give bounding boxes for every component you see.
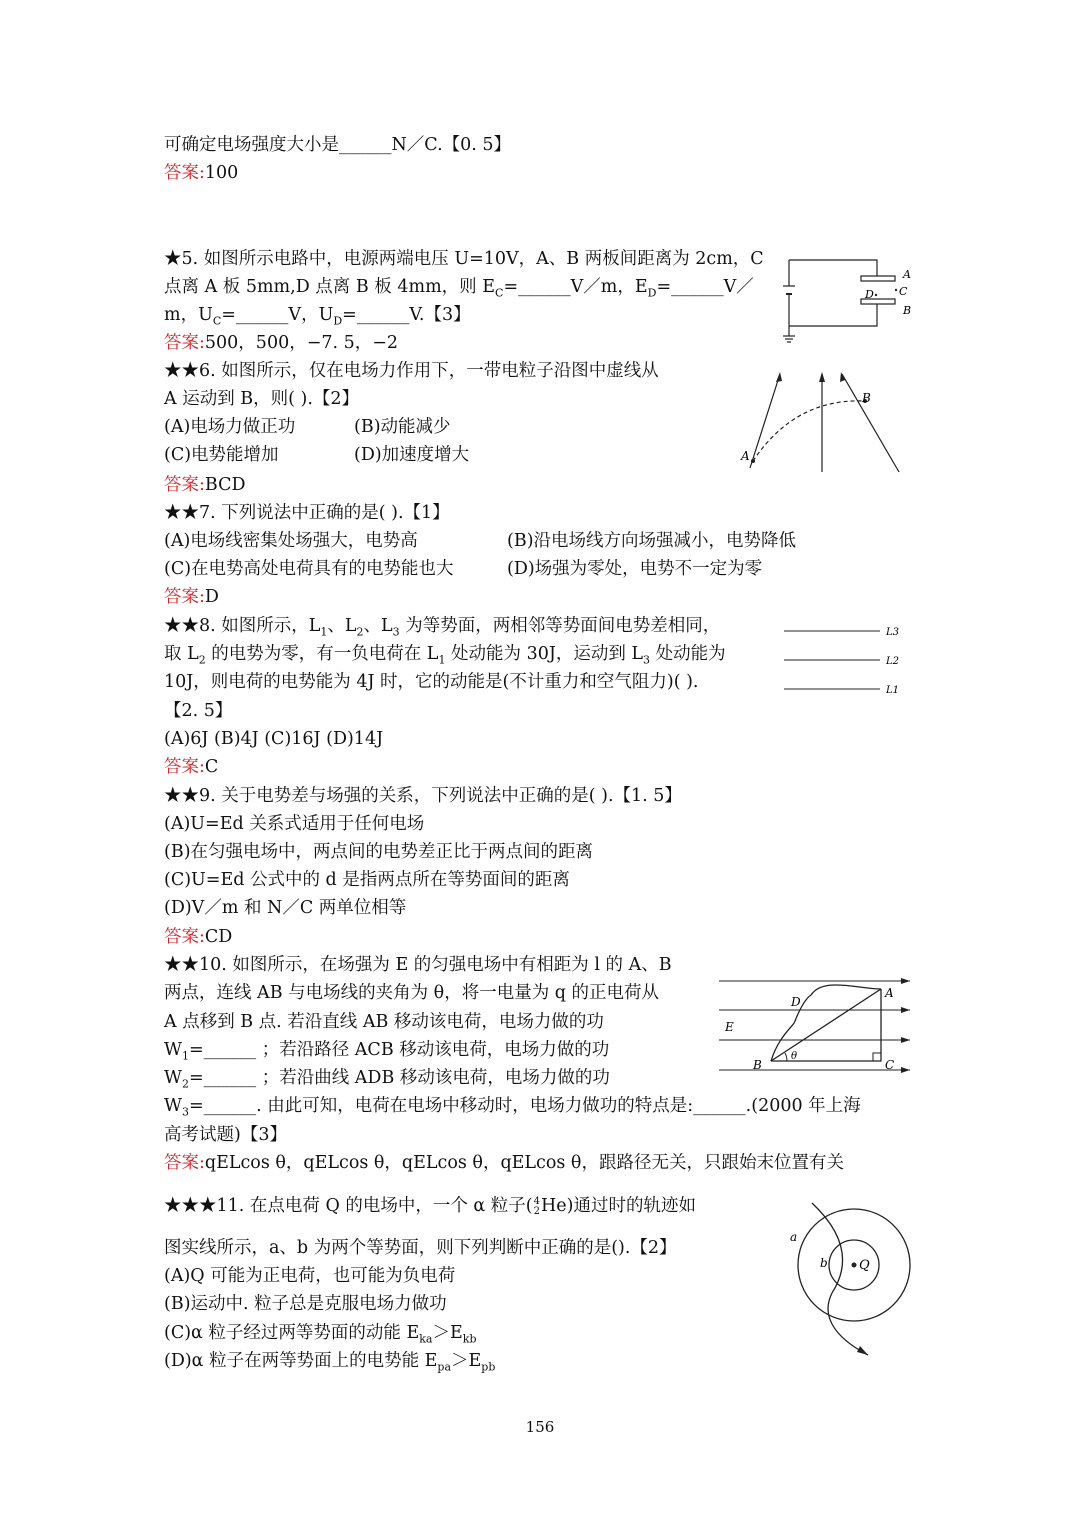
label-c: C — [899, 285, 908, 298]
q10-line-7: 高考试题)【3】 — [164, 1125, 287, 1145]
q8-options: (A)6J (B)4J (C)16J (D)14J — [164, 729, 384, 749]
q7-line-1: ★★7. 下列说法中正确的是( ).【1】 — [164, 503, 450, 523]
label-a: a — [790, 1230, 798, 1244]
q9-option-b: (B)在匀强电场中，两点间的电势差正比于两点间的距离 — [164, 842, 594, 862]
label-l1: L1 — [886, 685, 900, 696]
answer-value: D — [204, 587, 219, 607]
q6-options-2: (C)电势能增加 (D)加速度增大 — [164, 445, 470, 465]
label-e: E — [725, 1020, 734, 1034]
page-number: 156 — [525, 1418, 555, 1436]
label-d: D — [865, 288, 874, 301]
q7-answer — [164, 583, 219, 611]
q10-line-5: $W_2=\_\_\_\_\_\_$ ；若沿曲线 ADB 移动该电荷，电场力做的功 — [164, 1068, 610, 1091]
answer-label: 答案: — [164, 587, 205, 607]
answer-label: 答案: — [164, 927, 205, 947]
answer-label: 答案: — [164, 757, 205, 777]
label-b: B — [753, 1058, 762, 1072]
q9-answer — [164, 923, 232, 951]
q11-option-b: (B)运动中. 粒子总是克服电场力做功 — [164, 1294, 447, 1314]
label-b: B — [903, 304, 912, 317]
label-a: A — [903, 268, 911, 281]
answer-value: 100 — [204, 163, 239, 183]
answer-value: BCD — [204, 475, 246, 495]
q6-answer — [164, 471, 246, 499]
q11-line-1: ★★★11. 在点电荷 Q 的电场中，一个 α 粒子( 4 2 He)通过时的轨迹如 — [164, 1195, 696, 1217]
q10-line-2: 两点，连线 AB 与电场线的夹角为 θ，将一电量为 q 的正电荷从 — [164, 983, 660, 1003]
q8-line-3: 10J，则电荷的电势能为 4J 时，它的动能是(不计重力和空气阻力)( ). — [164, 672, 699, 692]
label-d: D — [791, 995, 801, 1009]
point-charge-diagram — [780, 1195, 920, 1360]
q7-options-1: (A)电场线密集处场强大，电势高 (B)沿电场线方向场强减小，电势降低 — [164, 531, 797, 551]
label-b: B — [862, 391, 871, 405]
q5-answer — [164, 329, 398, 357]
q5-line-2: 点离 A 板 5mm,D 点离 B 板 4mm，则 $E_C=\_\_\_\_\_\_V/m$，$E_D=\_\_\_\_\_\_V/$ — [164, 277, 754, 300]
answer-line — [164, 159, 238, 187]
q10-line-4: $W_1=\_\_\_\_\_\_$ ；若沿路径 ACB 移动该电荷，电场力做的功 — [164, 1040, 610, 1063]
q10-line-6: $W_3=\_\_\_\_\_\_$. 由此可知，电荷在电场中移动时，电场力做功的特点是:______.(2000 年上海 — [164, 1096, 861, 1119]
q9-option-d: (D)V／m 和 N／C 两单位相等 — [164, 898, 407, 918]
q10-line-3: A 点移到 B 点. 若沿直线 AB 移动该电荷，电场力做的功 — [164, 1012, 604, 1032]
q6-line-1: ★★6. 如图所示，仅在电场力作用下，一带电粒子沿图中虚线从 — [164, 361, 659, 381]
uniform-field-diagram — [715, 975, 915, 1080]
label-a: A — [741, 449, 750, 463]
q8-answer — [164, 753, 218, 781]
label-theta: θ — [791, 1051, 798, 1062]
label-c: C — [885, 1058, 895, 1072]
answer-value: CD — [204, 927, 233, 947]
equipotential-lines-diagram — [780, 620, 910, 700]
q11-option-d: (D)α 粒子在两等势面上的电势能 $E_{pa}>E_{pb}$ — [164, 1351, 496, 1374]
q10-answer — [164, 1149, 844, 1177]
answer-label: 答案: — [164, 163, 205, 183]
q11-option-a: (A)Q 可能为正电荷，也可能为负电荷 — [164, 1266, 456, 1286]
q11-line-2: 图实线所示，a、b 为两个等势面，则下列判断中正确的是().【2】 — [164, 1238, 677, 1258]
q6-options-1: (A)电场力做正功 (B)动能减少 — [164, 417, 451, 437]
answer-label: 答案: — [164, 1153, 205, 1173]
q9-option-c: (C)U=Ed 公式中的 d 是指两点所在等势面间的距离 — [164, 870, 570, 890]
q8-line-1: ★★8. 如图所示，$L_1$、$L_2$、$L_3$ 为等势面，两相邻等势面间电势差相同， — [164, 616, 721, 639]
label-l3: L3 — [886, 627, 900, 638]
label-a: A — [885, 986, 894, 1000]
circuit-diagram — [775, 252, 925, 352]
q5-line-1: ★5. 如图所示电路中，电源两端电压 U=10V，A、B 两板间距离为 2cm，C — [164, 249, 764, 269]
q9-line-1: ★★9. 关于电势差与场强的关系，下列说法中正确的是( ).【1. 5】 — [164, 786, 682, 806]
q10-line-1: ★★10. 如图所示，在场强为 E 的匀强电场中有相距为 l 的 A、B — [164, 955, 672, 975]
label-q: Q — [859, 1258, 870, 1273]
text-line: 可确定电场强度大小是______N／C.【0. 5】 — [164, 135, 512, 155]
answer-label: 答案: — [164, 333, 205, 353]
answer-label: 答案: — [164, 475, 205, 495]
q6-line-2: A 运动到 B，则( ).【2】 — [164, 389, 360, 409]
q8-line-4: 【2. 5】 — [164, 701, 233, 721]
q5-line-3: m，$U_C=\_\_\_\_\_\_V$，$U_D=\_\_\_\_\_\_V$.【3】 — [164, 305, 471, 328]
label-b: b — [820, 1256, 828, 1270]
answer-value: C — [204, 757, 219, 777]
q7-options-2: (C)在电势高处电荷具有的电势能也大 (D)场强为零处，电势不一定为零 — [164, 559, 763, 579]
q11-option-c: (C)α 粒子经过两等势面的动能 $E_{ka}>E_{kb}$ — [164, 1323, 477, 1346]
answer-value: qELcos θ，qELcos θ，qELcos θ，qELcos θ，跟路径无关，只跟始末位置有关 — [204, 1153, 844, 1173]
q9-option-a: (A)U=Ed 关系式适用于任何电场 — [164, 814, 425, 834]
field-lines-diagram — [735, 368, 905, 478]
label-l2: L2 — [886, 656, 900, 667]
answer-value: 500，500，−7. 5，−2 — [204, 333, 399, 353]
q8-line-2: 取 $L_2$ 的电势为零，有一负电荷在 $L_1$ 处动能为 30J，运动到 $L_3$ 处动能为 — [164, 644, 726, 667]
